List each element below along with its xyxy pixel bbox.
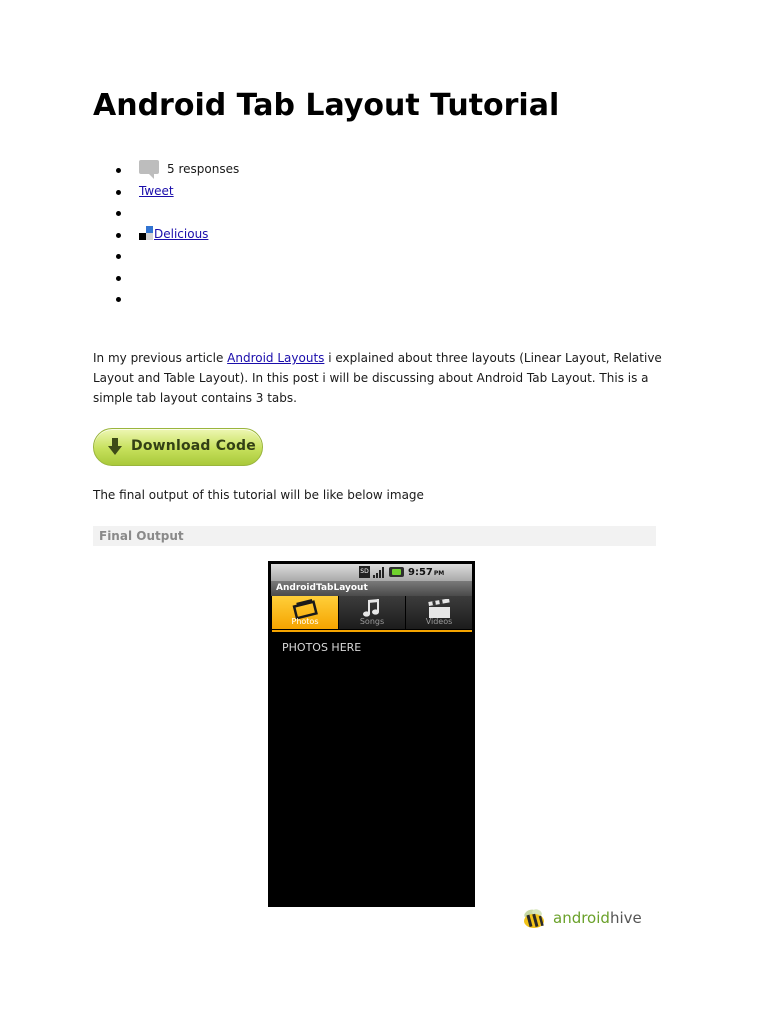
status-time-value: 9:57 [408,567,433,578]
tweet-link[interactable]: Tweet [139,183,174,198]
phone-screenshot [268,561,475,907]
intro-text-cont: i explained about three layouts (Linear Layout, Relative Layout and Table Layout). In this post i will be discussing about Android Tab Layout. This is a simple tab layout contains 3 tabs. [93,351,662,405]
list-item-empty [93,245,239,267]
delicious-icon [139,226,153,240]
list-item-responses [93,159,239,181]
share-list [93,159,239,310]
sd-card-icon: SD [359,566,370,578]
article-intro [93,348,668,408]
tab-label: Photos [291,617,319,626]
intro-text: In my previous article [93,351,228,365]
tab-photos[interactable] [272,596,338,629]
download-arrow-icon [108,438,122,456]
bee-icon [521,908,549,930]
photos-icon [292,599,318,619]
section-header [93,526,656,546]
list-item-delicious [93,224,239,246]
list-item-tweet [93,181,239,203]
list-item-empty [93,288,239,310]
android-layouts-link[interactable]: Android Layouts [227,351,325,365]
responses-count: 5 responses [167,162,240,176]
brand-text-hive: hive [609,909,642,927]
tab-bar [272,596,472,631]
status-bar [271,564,472,581]
clapperboard-icon [426,599,452,619]
brand-text [553,908,642,928]
download-label: Download Code [131,438,256,454]
status-time [408,565,444,581]
status-ampm: PM [433,570,445,577]
page-title: Android Tab Layout Tutorial [93,88,560,123]
music-note-icon [359,599,385,619]
tab-content: PHOTOS HERE [282,641,362,654]
androidhive-logo [521,906,651,932]
tab-videos[interactable] [406,596,472,629]
tab-label: Songs [359,617,385,626]
app-title: AndroidTabLayout [276,583,368,593]
app-title-bar [271,581,472,596]
signal-icon [373,567,386,578]
battery-icon [389,567,404,577]
comment-icon [139,160,159,174]
download-code-button[interactable] [93,428,263,466]
tab-underline [272,630,472,632]
output-caption: The final output of this tutorial will be like below image [93,488,424,502]
brand-text-android: android [553,909,610,927]
list-item-empty [93,202,239,224]
delicious-link[interactable]: Delicious [154,226,209,241]
list-item-empty [93,267,239,289]
tab-songs[interactable] [339,596,405,629]
tab-label: Videos [425,617,453,626]
section-header-label: Final Output [99,529,184,543]
